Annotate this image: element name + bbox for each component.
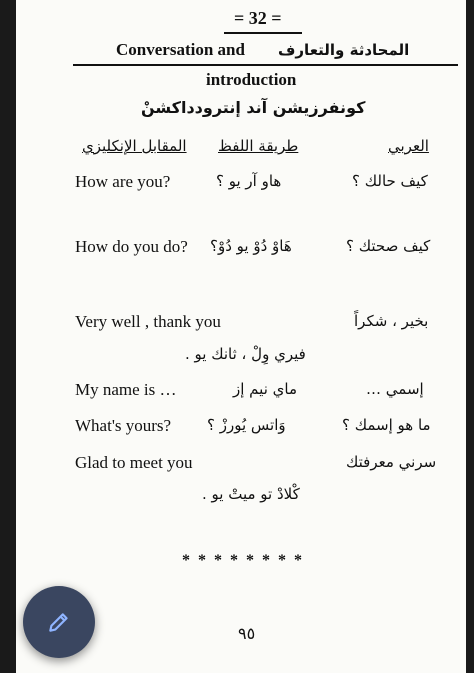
- phrase-english: How are you?: [75, 172, 171, 191]
- section-separator: * * * * * * * *: [182, 552, 304, 569]
- pencil-icon: [46, 609, 72, 635]
- page-number-bottom: ٩٥: [238, 624, 256, 643]
- phrase-arabic: سرني معرفتك: [346, 453, 437, 471]
- phrase-english: Glad to meet you: [75, 453, 193, 472]
- column-header-english: المقابل الإنكليزي: [82, 137, 187, 155]
- phrase-pronunciation: هَاوْ دُوْ يو دُوْ؟: [210, 237, 292, 255]
- phrase-english: What's yours?: [75, 416, 172, 435]
- phrase-english: My name is …: [75, 380, 177, 399]
- phrase-english: Very well , thank you: [75, 312, 221, 331]
- page-number-underline: [224, 32, 302, 34]
- phrase-pronunciation: ماي نيم إز: [233, 380, 297, 398]
- phrase-arabic: كيف صحتك ؟: [346, 237, 431, 255]
- phrase-pronunciation: وَاتس يُورزْ ؟: [207, 416, 286, 434]
- column-header-pronunciation: طريقة اللفظ: [218, 137, 299, 155]
- phrase-arabic: بخير ، شكراً: [354, 312, 429, 330]
- edit-button[interactable]: [23, 586, 95, 658]
- page-number-top: = 32 =: [234, 8, 282, 28]
- document-page: [16, 0, 466, 673]
- phrase-arabic: ما هو إسمك ؟: [342, 416, 431, 434]
- phrase-english: How do you do?: [75, 237, 188, 256]
- column-header-arabic: العربي: [388, 137, 429, 155]
- title-arabic: المحادثة والتعارف: [278, 41, 410, 59]
- title-divider: [73, 64, 458, 66]
- phrase-arabic: إسمي …: [366, 380, 424, 398]
- title-transliteration: كونفرزيشن آند إنترودداكشنْ: [141, 98, 366, 117]
- title-english-line2: introduction: [206, 70, 297, 89]
- phrase-pronunciation: هاو آر يو ؟: [216, 172, 282, 190]
- phrase-pronunciation: فيري وِلْ ، ثانك يو .: [185, 345, 306, 363]
- phrase-arabic: كيف حالك ؟: [352, 172, 428, 190]
- title-english-line1: Conversation and: [116, 40, 245, 59]
- phrase-pronunciation: كْلادْ تو ميتْ يو .: [202, 485, 300, 503]
